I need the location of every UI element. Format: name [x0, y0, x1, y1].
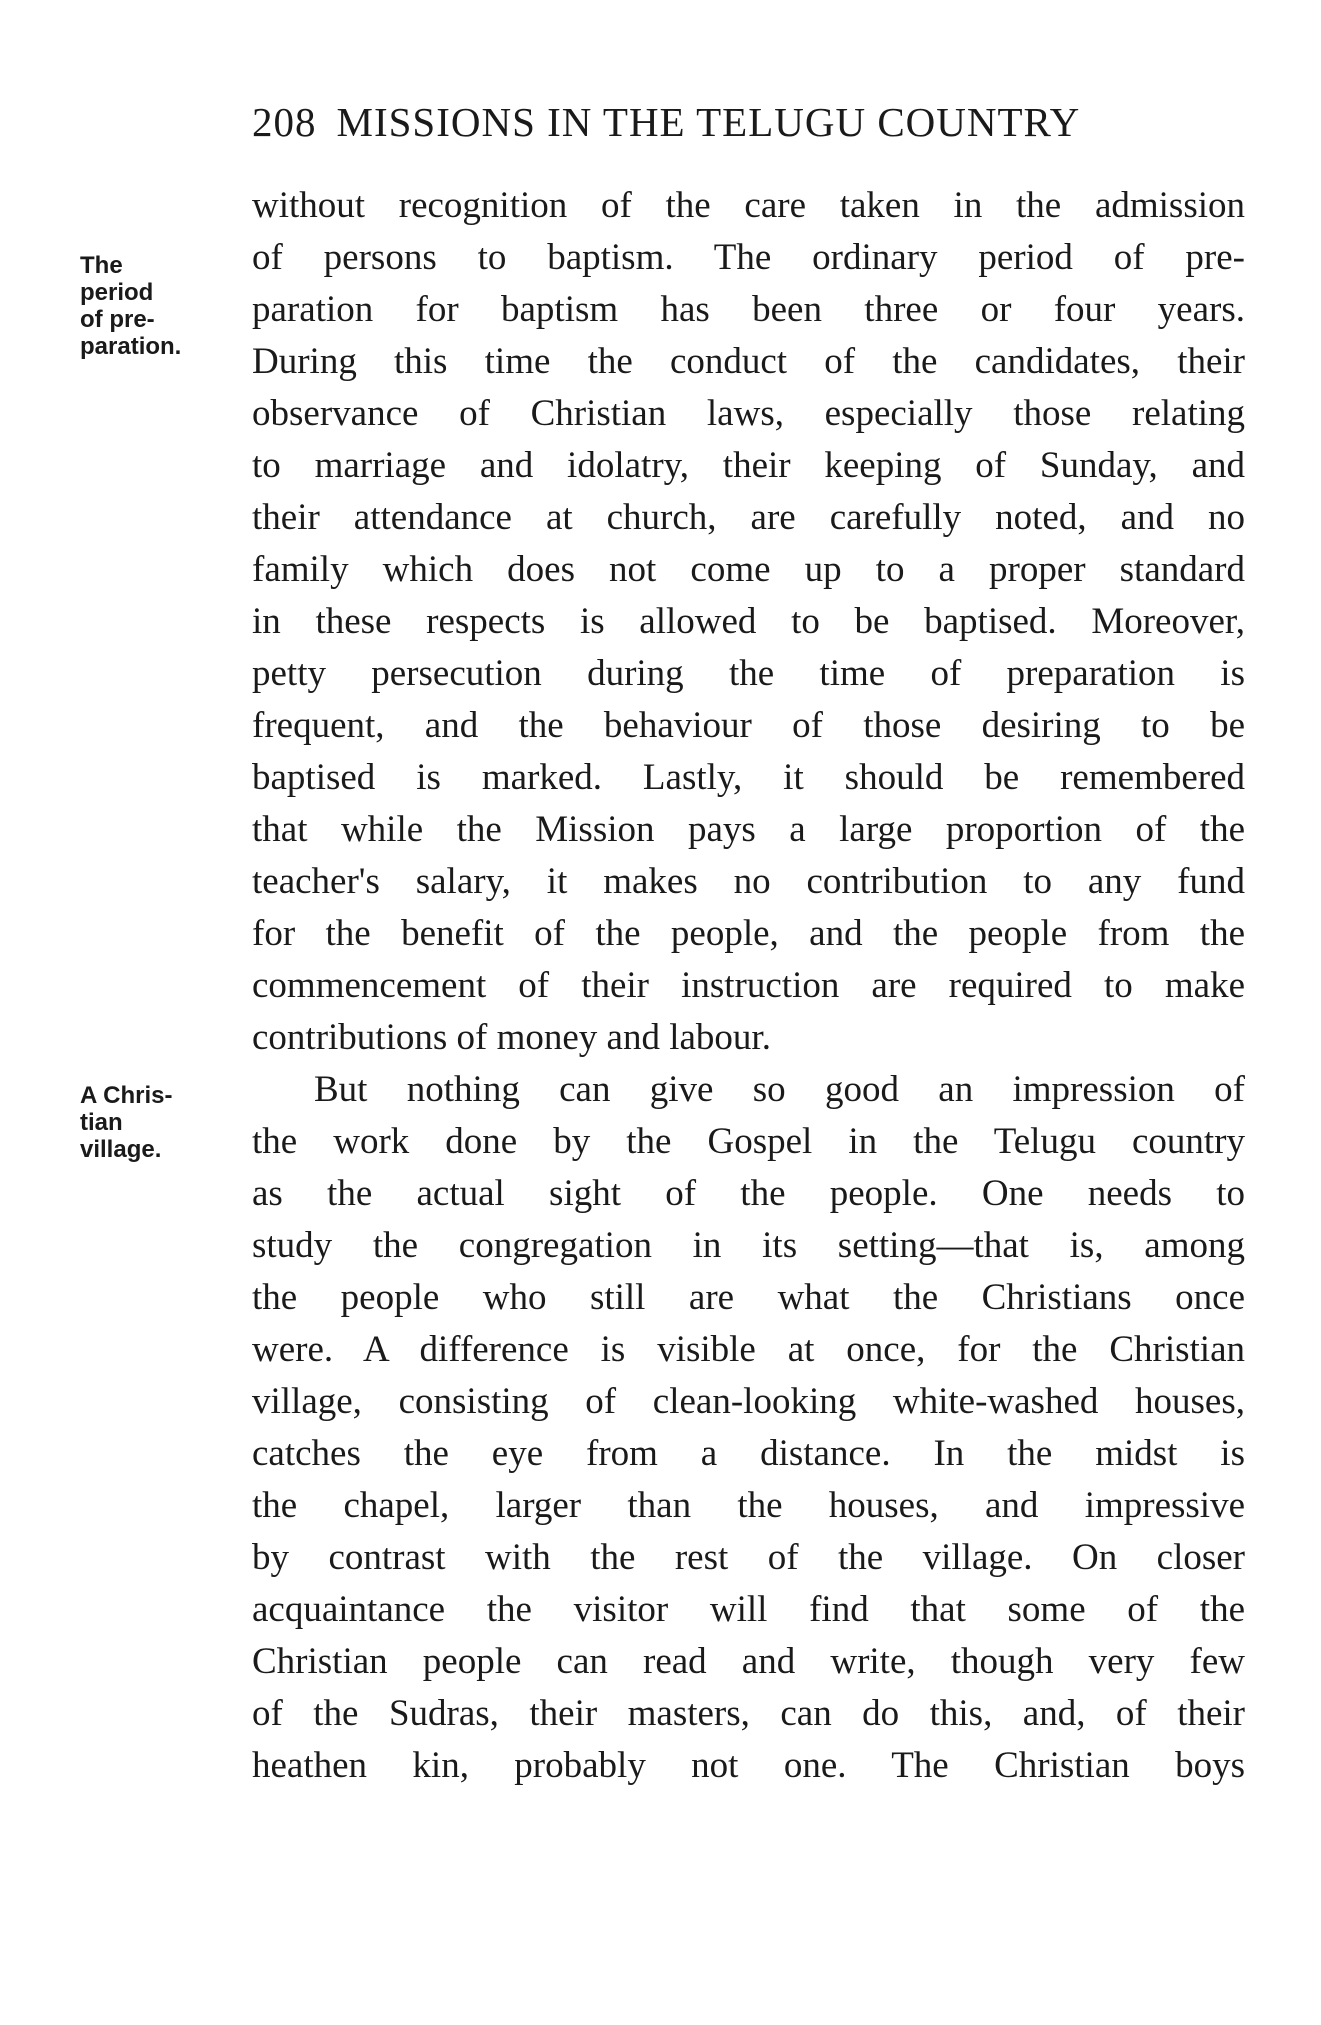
text-line: During this time the conduct of the candidates, their [252, 341, 1245, 382]
sidenote-line: period [80, 279, 154, 306]
text-line: paration for baptism has been three or four years. [252, 289, 1245, 330]
text-line: catches the eye from a distance. In the midst is [252, 1433, 1245, 1474]
sidenote-line: A Chris- [80, 1082, 173, 1109]
sidenote-line: of pre- [80, 306, 155, 333]
text-line: frequent, and the behaviour of those desiring to be [252, 705, 1245, 746]
text-line: in these respects is allowed to be baptised. Moreover, [252, 601, 1245, 642]
text-line: were. A difference is visible at once, for the Christian [252, 1329, 1245, 1370]
sidenote-line: paration. [80, 333, 182, 360]
page-number: 208 [252, 99, 317, 145]
text-line: observance of Christian laws, especially those relating [252, 393, 1245, 434]
text-line: without recognition of the care taken in the admission [252, 185, 1245, 226]
text-line: of the Sudras, their masters, can do this, and, of their [252, 1693, 1245, 1734]
text-line: But nothing can give so good an impression of [314, 1069, 1245, 1110]
running-head [252, 98, 1252, 146]
text-line: their attendance at church, are carefully noted, and no [252, 497, 1245, 538]
text-line: contributions of money and labour. [252, 1017, 771, 1058]
sidenote-line: The [80, 252, 123, 279]
text-line: commencement of their instruction are required to make [252, 965, 1245, 1006]
sidenote-line: tian [80, 1109, 123, 1136]
running-title: MISSIONS IN THE TELUGU COUNTRY [336, 99, 1081, 145]
text-line: by contrast with the rest of the village. On closer [252, 1537, 1245, 1578]
text-line: family which does not come up to a proper standard [252, 549, 1245, 590]
text-line: for the benefit of the people, and the people from the [252, 913, 1245, 954]
text-line: the people who still are what the Christians once [252, 1277, 1245, 1318]
text-line: of persons to baptism. The ordinary period of pre- [252, 237, 1245, 278]
body-text [252, 180, 1245, 1792]
text-line: village, consisting of clean-looking white-washed houses, [252, 1381, 1245, 1422]
sidenote-line: village. [80, 1136, 162, 1163]
text-line: study the congregation in its setting—that is, among [252, 1225, 1245, 1266]
text-line: acquaintance the visitor will find that some of the [252, 1589, 1245, 1630]
sidenote-christian-village [80, 1082, 240, 1163]
text-line: as the actual sight of the people. One needs to [252, 1173, 1245, 1214]
text-line: the chapel, larger than the houses, and impressive [252, 1485, 1245, 1526]
text-line: petty persecution during the time of preparation is [252, 653, 1245, 694]
text-line: teacher's salary, it makes no contribution to any fund [252, 861, 1245, 902]
sidenote-period-of-preparation [80, 252, 240, 360]
text-line: that while the Mission pays a large proportion of the [252, 809, 1245, 850]
text-line: to marriage and idolatry, their keeping of Sunday, and [252, 445, 1245, 486]
text-line: heathen kin, probably not one. The Christian boys [252, 1745, 1245, 1786]
text-line: baptised is marked. Lastly, it should be remembered [252, 757, 1245, 798]
text-line: Christian people can read and write, though very few [252, 1641, 1245, 1682]
text-line: the work done by the Gospel in the Telugu country [252, 1121, 1245, 1162]
